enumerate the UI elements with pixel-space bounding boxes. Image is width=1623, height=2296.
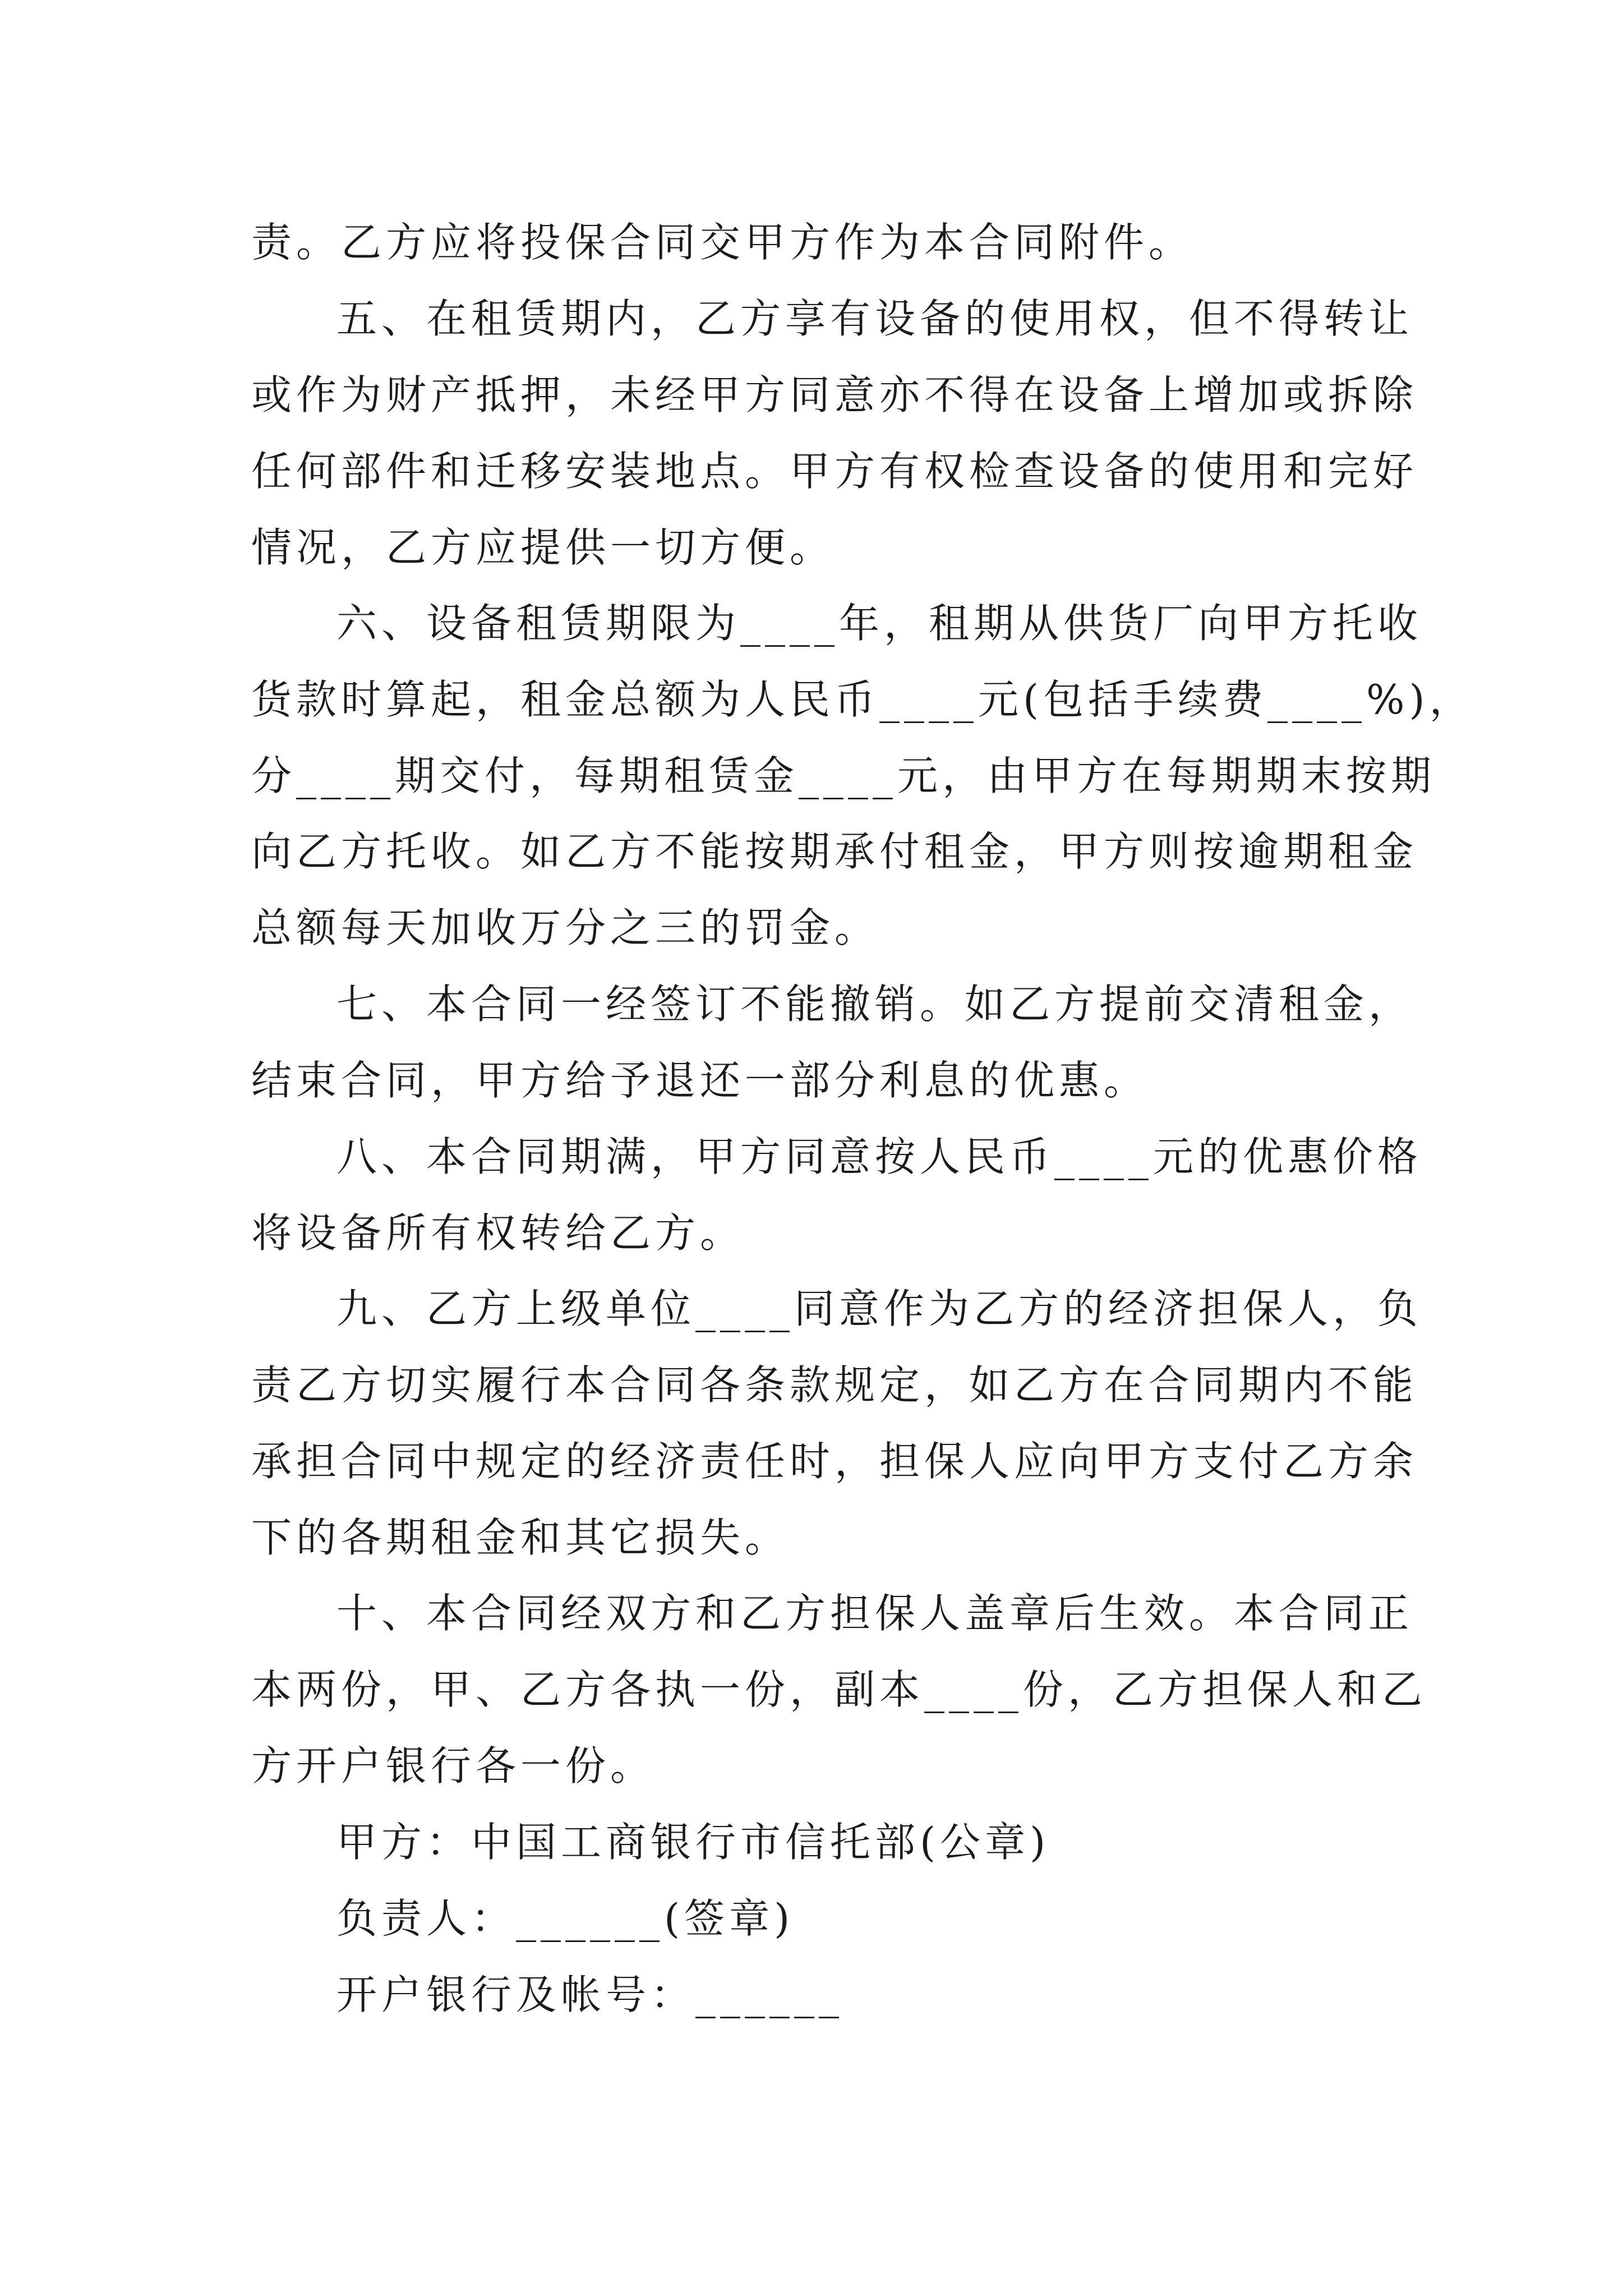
text-line: 五、在租赁期内，乙方享有设备的使用权，但不得转让 <box>336 295 1414 342</box>
signature-bank-account: 开户银行及帐号：______ <box>336 1971 844 2018</box>
text-line: 向乙方托收。如乙方不能按期承付租金，甲方则按逾期租金 <box>251 828 1418 875</box>
text-line: 承担合同中规定的经济责任时，担保人应向甲方支付乙方余 <box>251 1438 1418 1485</box>
text-line: 九、乙方上级单位____同意作为乙方的经济担保人，负 <box>336 1285 1423 1332</box>
text-line: 方开户银行各一份。 <box>251 1742 656 1789</box>
text-line: 下的各期租金和其它损失。 <box>251 1514 790 1561</box>
text-line: 责。乙方应将投保合同交甲方作为本合同附件。 <box>251 219 1194 266</box>
text-line: 或作为财产抵押，未经甲方同意亦不得在设备上增加或拆除 <box>251 371 1418 418</box>
text-line: 六、设备租赁期限为____年，租期从供货厂向甲方托收 <box>336 600 1423 647</box>
text-line: 八、本合同期满，甲方同意按人民币____元的优惠价格 <box>336 1133 1423 1180</box>
text-line: 将设备所有权转给乙方。 <box>251 1209 745 1257</box>
text-line: 十、本合同经双方和乙方担保人盖章后生效。本合同正 <box>336 1590 1414 1637</box>
signature-responsible-person: 负责人：______(签章) <box>336 1895 795 1942</box>
text-line: 总额每天加收万分之三的罚金。 <box>251 904 880 951</box>
text-line: 分____期交付，每期租赁金____元，由甲方在每期期末按期 <box>251 752 1436 799</box>
text-line: 本两份，甲、乙方各执一份，副本____份，乙方担保人和乙 <box>251 1666 1427 1713</box>
text-line: 任何部件和迁移安装地点。甲方有权检查设备的使用和完好 <box>251 448 1418 495</box>
text-line: 货款时算起，租金总额为人民币____元(包括手续费____%)， <box>251 676 1474 723</box>
text-line: 情况，乙方应提供一切方便。 <box>251 524 835 571</box>
signature-party-a: 甲方：中国工商银行市信托部(公章) <box>336 1819 1050 1866</box>
text-line: 责乙方切实履行本合同各条款规定，如乙方在合同期内不能 <box>251 1361 1418 1409</box>
text-line: 七、本合同一经签订不能撤销。如乙方提前交清租金， <box>336 981 1414 1028</box>
text-line: 结束合同，甲方给予退还一部分利息的优惠。 <box>251 1057 1149 1104</box>
